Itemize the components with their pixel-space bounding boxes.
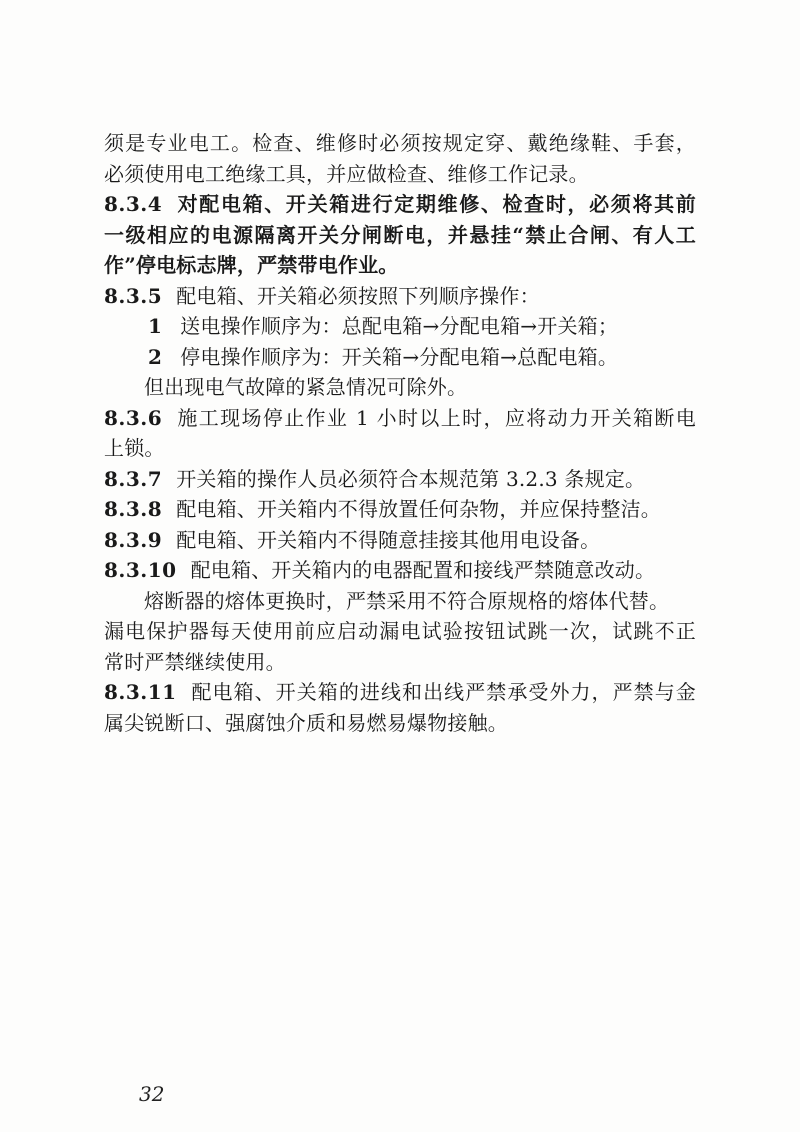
clause-8-3-4: [104, 189, 696, 220]
clause-8-3-8: [104, 494, 696, 525]
clause-number: 8.3.6: [104, 405, 163, 430]
text-line: [104, 616, 696, 647]
clause-text: 配电箱、开关箱内的电器配置和接线严禁随意改动。: [190, 558, 656, 582]
list-item: [104, 311, 696, 342]
text-line: [104, 647, 696, 678]
line-text: 上锁。: [104, 436, 165, 460]
line-text: 但出现电气故障的紧急情况可除外。: [144, 375, 468, 399]
text-line: [104, 708, 696, 739]
clause-number: 8.3.9: [104, 527, 163, 552]
line-text: 漏电保护器每天使用前应启动漏电试验按钮试跳一次，试跳不正: [104, 619, 696, 643]
item-number: 1: [148, 314, 163, 338]
clause-8-3-7: [104, 464, 696, 495]
clause-text: 开关箱的操作人员必须符合本规范第 3.2.3 条规定。: [176, 466, 646, 491]
clause-text: 施工现场停止作业 1 小时以上时，应将动力开关箱断电: [176, 405, 696, 430]
clause-number: 8.3.4: [104, 192, 163, 216]
clause-number: 8.3.5: [104, 283, 163, 308]
clause-8-3-5: [104, 281, 696, 312]
text-line: [104, 586, 696, 617]
text-line: [104, 250, 696, 281]
text-line: [104, 159, 696, 190]
clause-text: 配电箱、开关箱的进线和出线严禁承受外力，严禁与金: [190, 680, 696, 704]
clause-number: 8.3.10: [104, 558, 177, 582]
clause-text: 对配电箱、开关箱进行定期维修、检查时，必须将其前: [176, 192, 696, 216]
clause-number: 8.3.8: [104, 497, 163, 521]
line-text: 作”停电标志牌，严禁带电作业。: [104, 253, 399, 277]
line-text: 必须使用电工绝缘工具，并应做检查、维修工作记录。: [104, 161, 589, 186]
body-text: [104, 128, 696, 738]
line-text: 一级相应的电源隔离开关分闸断电，并悬挂“禁止合闸、有人工: [104, 222, 696, 247]
clause-text: 配电箱、开关箱内不得放置任何杂物，并应保持整洁。: [176, 497, 661, 521]
clause-8-3-11: [104, 677, 696, 708]
item-text: 送电操作顺序为：总配电箱→分配电箱→开关箱；: [180, 314, 619, 338]
line-text: 属尖锐断口、强腐蚀介质和易燃易爆物接触。: [104, 710, 508, 735]
clause-8-3-10: [104, 555, 696, 586]
line-text: 常时严禁继续使用。: [104, 649, 286, 674]
clause-number: 8.3.11: [104, 680, 177, 704]
page-number: 32: [139, 1082, 165, 1106]
clause-number: 8.3.7: [104, 466, 163, 491]
line-text: 须是专业电工。检查、维修时必须按规定穿、戴绝缘鞋、手套，: [104, 131, 696, 155]
item-text: 停电操作顺序为：开关箱→分配电箱→总配电箱。: [180, 344, 619, 369]
text-line: [104, 433, 696, 464]
clause-8-3-9: [104, 525, 696, 556]
clause-8-3-6: [104, 403, 696, 434]
text-line: [104, 220, 696, 251]
text-line: [104, 128, 696, 159]
line-text: 熔断器的熔体更换时，严禁采用不符合原规格的熔体代替。: [144, 588, 670, 613]
list-item: [104, 342, 696, 373]
text-line: [104, 372, 696, 403]
item-number: 2: [148, 344, 163, 369]
clause-text: 配电箱、开关箱内不得随意挂接其他用电设备。: [176, 527, 601, 552]
clause-text: 配电箱、开关箱必须按照下列顺序操作：: [176, 283, 540, 308]
